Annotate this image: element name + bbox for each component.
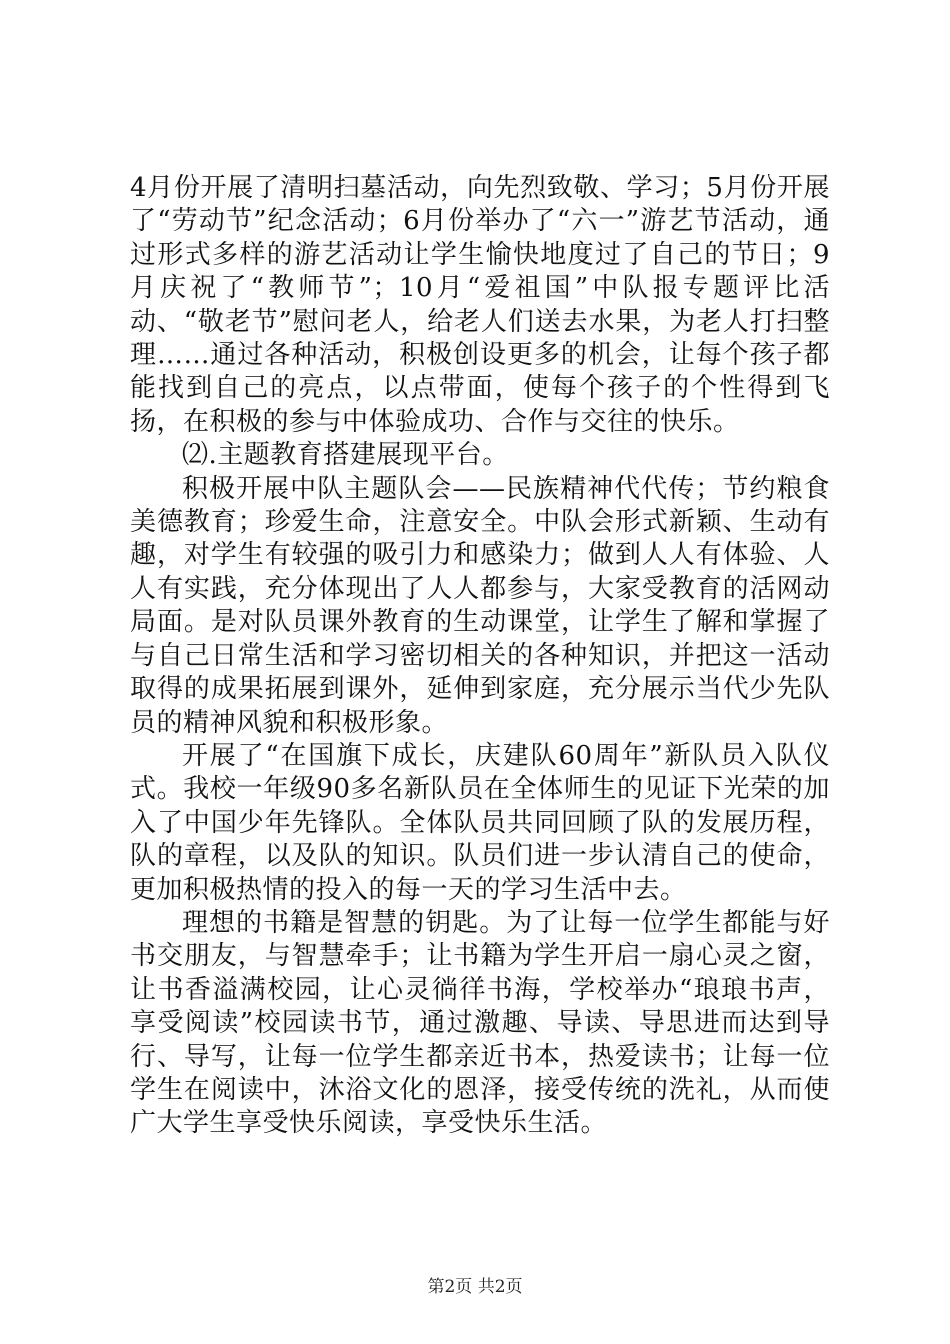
- page-number-footer: 第2页 共2页: [427, 1277, 523, 1297]
- paragraph-activities: 4月份开展了清明扫墓活动，向先烈致敬、学习；5月份开展了“劳动节”纪念活动；6月份举办了“六一”游艺节活动，通过形式多样的游艺活动让学生愉快地度过了自己的节日；9月庆祝了“教师节”；10月“爱祖国”中队报专题评比活动、“敬老节”慰问老人，给老人们送去水果，为老人打扫整理……通过各种活动，积极创设更多的机会，让每个孩子都能找到自己的亮点，以点带面，使每个孩子的个性得到飞扬，在积极的参与中体验成功、合作与交往的快乐。: [130, 173, 830, 437]
- paragraph-reading-festival: 理想的书籍是智慧的钥匙。为了让每一位学生都能与好书交朋友，与智慧牵手；让书籍为学生开启一扇心灵之窗，让书香溢满校园，让心灵徜徉书海，学校举办“琅琅书声，享受阅读”校园读书节，通过激趣、导读、导思进而达到导行、导写，让每一位学生都亲近书本，热爱读书；让每一位学生在阅读中，沐浴文化的恩泽，接受传统的洗礼，从而使广大学生享受快乐阅读，享受快乐生活。: [130, 907, 830, 1139]
- document-body: [130, 172, 830, 1141]
- paragraph-squad-meeting: 积极开展中队主题队会——民族精神代代传；节约粮食美德教育；珍爱生命，注意安全。中队会形式新颖、生动有趣，对学生有较强的吸引力和感染力；做到人人有体验、人人有实践，充分体现出了人人都参与，大家受教育的活网动局面。是对队员课外教育的生动课堂，让学生了解和掌握了与自己日常生活和学习密切相关的各种知识，并把这一活动取得的成果拓展到课外，延伸到家庭，充分展示当代少先队员的精神风貌和积极形象。: [130, 473, 830, 738]
- paragraph-heading-theme-education: ⑵.主题教育搭建展现平台。: [182, 440, 509, 471]
- paragraph-induction-ceremony: 开展了“在国旗下成长，庆建队60周年”新队员入队仪式。我校一年级90多名新队员在全体师生的见证下光荣的加入了中国少年先锋队。全体队员共同回顾了队的发展历程，队的章程，以及队的知识。队员们进一步认清自己的使命，更加积极热情的投入的每一天的学习生活中去。: [130, 740, 830, 905]
